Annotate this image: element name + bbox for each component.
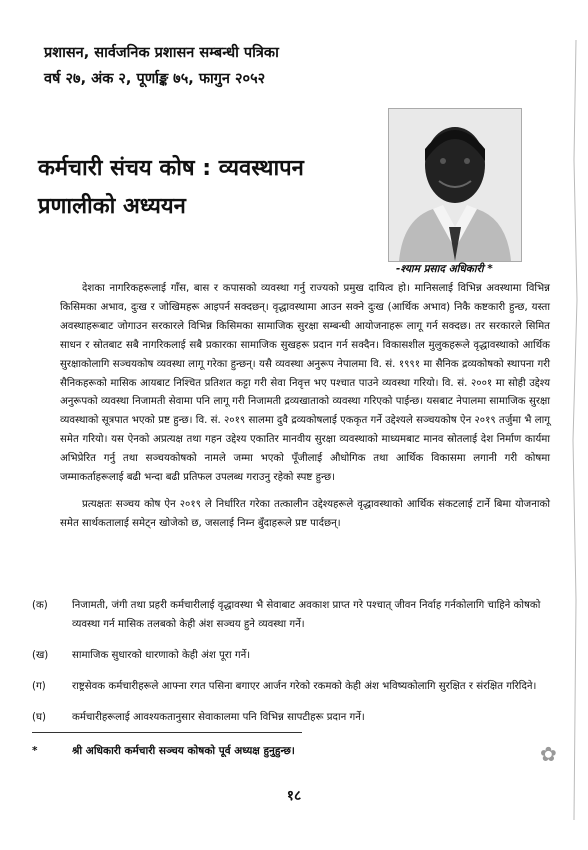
footnote-marker: *: [32, 745, 38, 757]
footnote-text: श्री अधिकारी कर्मचारी सञ्चय कोषको पूर्व अध्यक्ष हुनुहुन्छ।: [72, 745, 295, 757]
article-title: [38, 150, 378, 226]
footnote-divider: [32, 732, 302, 733]
list-item-text: सामाजिक सुधारको धारणाको केही अंश पूरा गर्ने।: [72, 650, 251, 661]
list-item-text: कर्मचारीहरूलाई आवश्यकतानुसार सेवाकालमा पनि विभिन्न सापटीहरू प्रदान गर्ने।: [72, 712, 365, 723]
author-name: -श्याम प्रसाद अधिकारी *: [396, 263, 493, 275]
author-photo: [388, 108, 522, 262]
list-item: [32, 646, 552, 665]
objectives-list: [32, 596, 552, 739]
journal-header: [44, 40, 279, 92]
page-number: १८: [286, 788, 302, 804]
journal-name: प्रशासन, सार्वजनिक प्रशासन सम्बन्धी पत्रिका: [44, 45, 279, 61]
list-marker: (क): [32, 600, 48, 611]
list-item: [32, 677, 552, 696]
paragraph: प्रत्यक्षतः सञ्चय कोष ऐन २०१९ ले निर्धारित गरेका तत्कालीन उद्देश्यहरूले वृद्धावस्थाको आर्थिक संकटलाई टार्ने बिमा योजनाको समेत सार्थकतालाई समेट्न खोजेको छ, जसलाई निम्न बुँदाहरूले प्रष्ट पार्दछन्।: [60, 498, 550, 529]
journal-issue: वर्ष २७, अंक २, पूर्णाङ्क ७५, फागुन २०५२: [44, 71, 266, 87]
decorative-flower-icon: ✿: [540, 742, 557, 766]
scan-edge-mark: [568, 40, 582, 820]
list-item: [32, 708, 552, 727]
list-marker: (ग): [32, 681, 46, 692]
list-item: [32, 596, 552, 634]
list-item-text: राष्ट्रसेवक कर्मचारीहरूले आफ्ना रगत पसिना बगाएर आर्जन गरेको रकमको केही अंश भविष्यकोलागि सुरक्षित र संरक्षित गरिदिने।: [72, 681, 537, 692]
list-marker: (ख): [32, 650, 49, 661]
list-marker: (घ): [32, 712, 46, 723]
title-line-2: प्रणालीको अध्ययन: [38, 194, 186, 219]
article-body: [60, 280, 550, 542]
list-item-text: निजामती, जंगी तथा प्रहरी कर्मचारीलाई वृद्धावस्था भै सेवाबाट अवकाश प्राप्त गरे पश्चात् जीवन निर्वाह गर्नकोलागि चाहिने कोषको व्यवस्था गर्न मासिक तलबको केही अंश सञ्चय हुने व्यवस्था गर्ने।: [72, 600, 541, 630]
title-line-1: कर्मचारी संचय कोष : व्यवस्थापन: [38, 156, 304, 181]
paragraph: देशका नागरिकहरूलाई गाँस, बास र कपासको व्यवस्था गर्नु राज्यको प्रमुख दायित्व हो। मानिसलाई विभिन्न अवस्थामा विभिन्न किसिमका अभाव, दुःख र जोखिमहरू आइपर्न सक्दछन्। वृद्धावस्थामा आउन सक्ने दुःख (आर्थिक अभाव) निकै कष्टकारी हुन्छ, यस्ता अवस्थाहरूबाट जोगाउन सरकारले विभिन्न किसिमका सामाजिक सुरक्षा सम्बन्धी आयोजनाहरू लागू गर्न सक्दछ। तर सरकारले सिमित साधन र स्रोतबाट सबै नागरिकलाई सबै प्रकारका सामाजिक सुखहरू प्रदान गर्न सक्दैन। विकासशील मुलुकहरूले वृद्धावस्थाको आर्थिक सुरक्षाकोलागि सञ्चयकोष व्यवस्था लागू गरेका हुन्छन्। यसै व्यवस्था अनुरूप नेपालमा वि. सं. १९९१ मा सैनिक द्रव्यकोषको स्थापना गरी सैनिकहरूको मासिक आयबाट निश्चित प्रतिशत कट्टा गरी सेवा निवृत्त भए पश्चात पाउने व्यवस्था गरियो। वि. सं. २००१ मा सोही उद्देश्य अनुरूपको व्यवस्था निजामती सेवामा पनि लागू गरी निजामती द्रव्यखाताको व्यवस्था गरिएको पाईन्छ। यसबाट नेपालमा सामाजिक सुरक्षा व्यवस्थाको सूत्रपात भएको प्रष्ट हुन्छ। वि. सं. २०१९ सालमा दुवै द्रव्यकोषलाई एककृत गर्ने उद्देश्यले सञ्चयकोष ऐन २०१९ तर्जुमा भै लागू समेत गरियो। यस ऐनको अप्रत्यक्ष तथा गहन उद्देश्य एकातिर मानवीय सुरक्षा व्यवस्थाको माध्यमबाट मानव स्रोतलाई देश निर्माण कार्यमा अभिप्रेरित गर्नु तथा सञ्चयकोषको नामले जम्मा भएको पूँजीलाई औधोगिक तथा आर्थिक विकासमा लगानी गरी कोषमा जम्माकर्ताहरूलाई बढी भन्दा बढी प्रतिफल उपलब्ध गराउनु रहेको स्पष्ट हुन्छ।: [60, 283, 550, 484]
footnote: [32, 744, 295, 758]
